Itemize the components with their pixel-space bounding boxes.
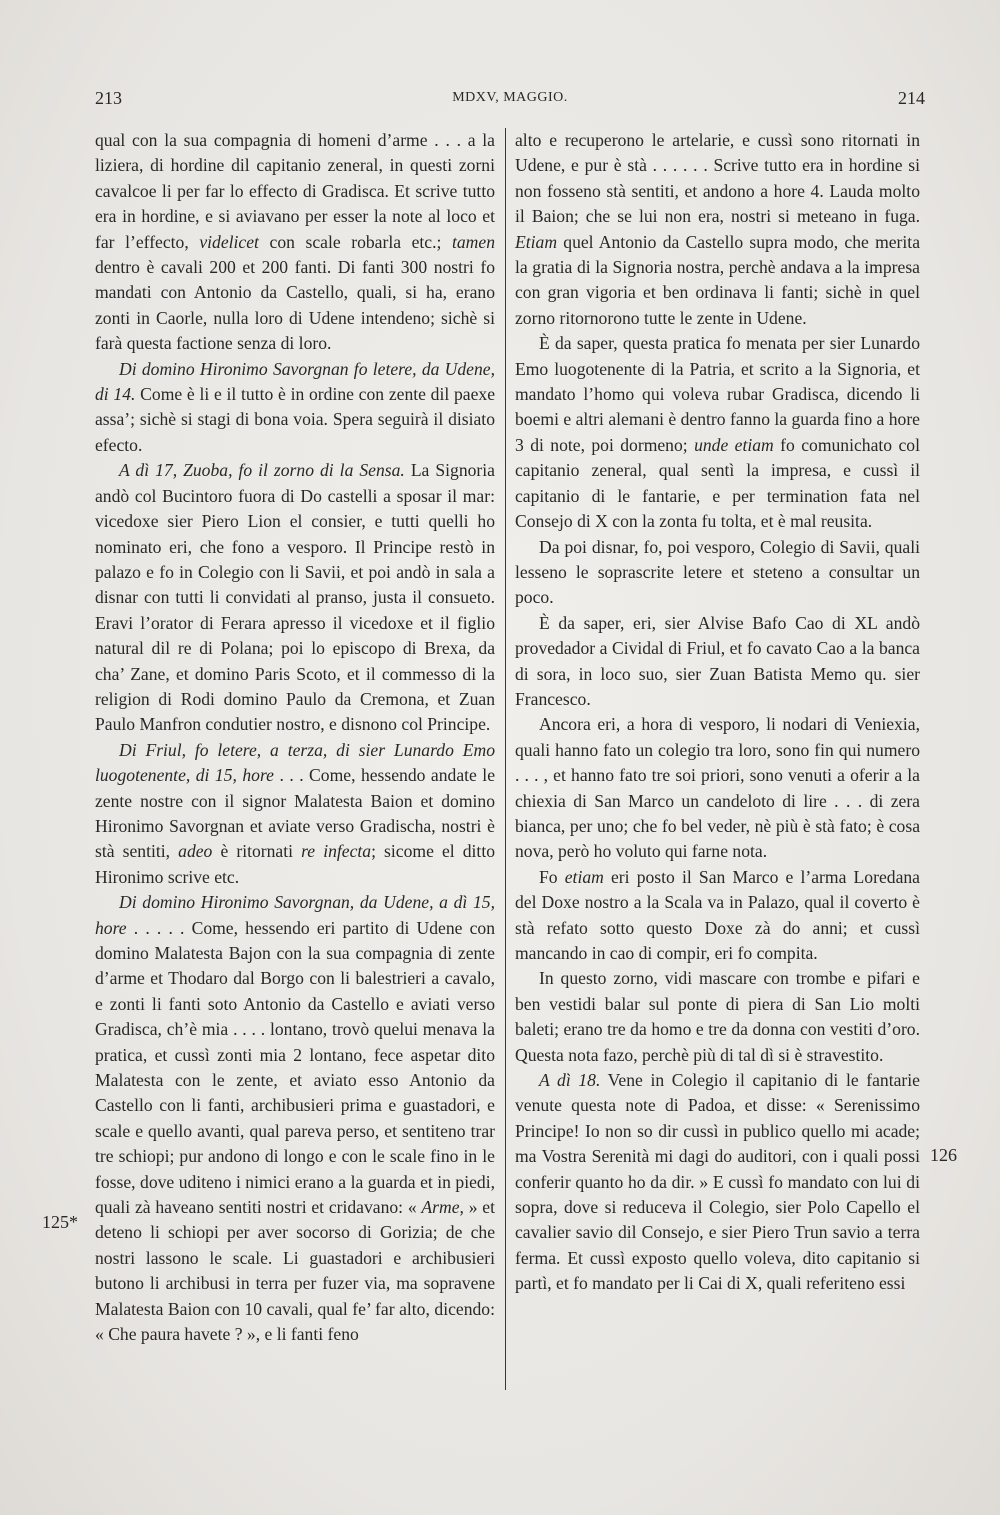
text-run: È da saper, eri, sier Alvise Bafo Cao di XL andò provedador a Cividal di Friul, et fo cavato Cao a la banca di sora, in loco suo, sier Zuan Batista Memo qu. sier Francesco. (515, 612, 920, 709)
text-run: ; sicome el ditto Hironimo scrive etc. (95, 841, 496, 887)
text-run: qual con la sua compagnia di homeni d’arme . . . a la liziera, di hordine dil capitanio zeneral, in questi zorni cavalcoe li per far lo effecto di Gradisca. Et scrive tutto era in hordine, e si aviavano per esser la note al loco et far l’effecto, (95, 130, 495, 252)
italic-heading: Di Friul, fo letere, a terza, di sier Lunardo Emo luogotenente, di 15, hore (95, 739, 495, 786)
italic-heading: A dì 17, Zuoba, fo il zorno di la Sensa. (119, 460, 405, 481)
italic-word: Arme, (421, 1197, 464, 1218)
margin-column-number-right: 126 (930, 1145, 957, 1165)
italic-word: adeo (178, 841, 213, 862)
paragraph (95, 890, 495, 1347)
text-run: fo comunichato col capitanio zeneral, qual sentì la impresa, e cussì il capitanio di le fantarie, e per termination fata nel Consejo di X con la zonta fu tolta, et è mal reusita. (515, 434, 920, 532)
italic-word: videlicet (199, 231, 259, 252)
text-run: eri posto il San Marco e l’arma Loredana del Doxe nostro a la Scala va in Palazo, qual il coverto è stà refato sotto questo Doxe zà do anni; et cussì mancando in cao di compir, eri fo compita. (515, 866, 920, 963)
italic-word: Etiam (515, 231, 558, 252)
paragraph (515, 331, 920, 534)
italic-heading: Di domino Hironimo Savorgnan, da Udene, a dì 15, hore (95, 892, 495, 938)
text-run: Da poi disnar, fo, poi vesporo, Colegio di Savii, quali lesseno le soprascrite letere et steteno a consultar un poco. (515, 536, 920, 608)
text-run: Vene in Colegio il capitanio di le fantarie venute questa note di Padoa, et disse: « Serenissimo Principe! Io non so dir cussì in publico quello mi acade; ma Vostra Serenità mi dagi do auditori, con i quali possi conferir quanto ho da dir. » E cussì fo mandato con lui di sopra, dove si reduceva il Colegio, sier Polo Capello el cavalier savio dil Consejo, e sier Piero Trun savio a terra ferma. Et cussì exposto quello voleva, dito capitanio si partì, et fo mandato per li Cai di X, quali referiteno essi (515, 1070, 920, 1294)
paragraph (95, 357, 495, 459)
page-number-left: 213 (95, 88, 122, 108)
paragraph (515, 128, 920, 331)
italic-word: tamen (452, 231, 495, 252)
left-column (95, 128, 495, 1348)
text-run: alto e recuperono le artelarie, e cussì sono ritornati in Udene, e pur è stà . . . . . . Scrive tutto era in hordine si non fosseno stà sentiti, et andono a hore 4. Lauda molto il Baion; che se lui non era, nostri si meteano in fuga. (515, 130, 920, 227)
italic-heading: Di domino Hironimo Savorgnan fo letere, da Udene, di 14. (95, 358, 495, 405)
text-run: è ritornati (220, 841, 294, 862)
margin-column-number-left: 125* (42, 1212, 78, 1232)
text-run: . . . . . Come, hessendo eri partito di Udene con domino Malatesta Bajon con la sua compagnia di zente d’arme et Thodaro dal Borgo con li balestrieri a cavalo, e zonti li fanti soto Antonio da Castello e aviati verso Gradisca, ch’è mia . . . . lontano, trovò quelui menava la pratica, et cussì zonti mia 2 lontano, fece aspetar dito Malatesta con le zente, et aviato esso Antonio da Castello con li fanti, archibusieri prima e guastadori, e scale e quello avanti, qual pareva perso, et sentiteno trar tre schiopi; pur andono di longo e con le scale fino in le fosse, dove uditeno i nimici erano a la guarda et in piedi, quali zà haveano sentiti nostri et cridavano: « (95, 917, 495, 1218)
italic-heading: A dì 18. (539, 1070, 601, 1091)
text-run: Come è li e il tutto è in ordine con zente dil paexe assa’; sichè si stagi di bona voia. Spera seguirà il disiato efecto. (95, 384, 496, 455)
paragraph (515, 611, 920, 713)
page-number-right: 214 (898, 88, 925, 108)
right-column (515, 128, 920, 1297)
text-run: In questo zorno, vidi mascare con trombe e pifari e ben vestidi balar sul ponte di piera di San Lio molti baleti; erano tre da homo e tre da donna con vestiti d’oro. Questa nota fazo, perchè più di tal dì si è stravestito. (515, 968, 920, 1065)
text-run: quel Antonio da Castello supra modo, che merita la gratia di la Signoria nostra, perchè andava a la impresa con gran vigoria et ben ordinava li fanti; sichè in quel zorno ritornorono tutte le zente in Udene. (515, 231, 921, 328)
paragraph (515, 535, 920, 611)
running-head (95, 88, 925, 114)
text-run: La Signoria andò col Bucintoro fuora di Do castelli a sposar il mar: vicedoxe sier Piero Lion el consier, e tutti quelli ho nominato eri, che fono a vesporo. Il Principe restò in palazo e fo in Colegio con li Savii, et poi andò in sala a disnar con tutti li convidati al pranso, justa il consueto. Eravi l’orator di Ferara apresso il vicedoxe et il figlio natural dil re di Polana; poi lo episcopo di Brexa, da cha’ Zane, et domino Paris Scoto, et il commesso di la religion di Rodi domino Paulo da Cremona, et Zuan Paulo Manfron condutier nostro, e disnono col Principe. (95, 460, 495, 735)
paragraph (95, 128, 495, 357)
paragraph (515, 1068, 920, 1297)
italic-word: etiam (564, 866, 604, 887)
column-divider (505, 128, 506, 1390)
paragraph (95, 458, 495, 737)
paragraph (515, 865, 920, 967)
paragraph (515, 966, 920, 1068)
running-title: MDXV, MAGGIO. (452, 90, 568, 105)
italic-word: re infecta (301, 841, 372, 862)
text-run: Ancora eri, a hora di vesporo, li nodari di Veniexia, quali hanno fato un colegio tra loro, sono fin qui numero . . . , et hanno fato tre soi priori, sono venuti a oferir a la chiexia di San Marco un candeloto di lire . . . di zera bianca, per uno; che fo bel veder, nè più è stà fato; è cosa nova, però ho voluto qui farne nota. (515, 714, 920, 862)
italic-word: unde etiam (694, 434, 774, 455)
text-run: Fo (539, 866, 558, 887)
text-run: con scale robarla etc.; (269, 231, 442, 252)
paragraph (95, 738, 495, 890)
text-run: È da saper, questa pratica fo menata per sier Lunardo Emo luogotenente di la Patria, et scrito a la Signoria, et mandato l’homo qui voleva rubar Gradisca, dicendo li boemi e altri alemani è dentro fanno la guarda fino a hore 3 di note, poi dormeno; (515, 333, 920, 455)
text-run: dentro è cavali 200 et 200 fanti. Di fanti 300 nostri fo mandati con Antonio da Castello, quali, si ha, erano zonti in Caorle, nulla loro di Udene intendeno; sichè si farà questa factione senza di loro. (95, 257, 495, 354)
text-run: » et deteno li schiopi per aver socorso di Gorizia; de che nostri lassono le scale. Li guastadori e archibusieri butono li archibusi in terra per fuzer via, ma sopravene Malatesta Baion con 10 cavali, qual fe’ far alto, dicendo: « Che paura havete ? », e li fanti feno (95, 1197, 495, 1345)
text-run: . . . Come, hessendo andate le zente nostre con il signor Malatesta Baion et domino Hironimo Savorgnan et aviate verso Gradischa, nostri è stà sentiti, (95, 765, 495, 862)
paragraph (515, 712, 920, 864)
